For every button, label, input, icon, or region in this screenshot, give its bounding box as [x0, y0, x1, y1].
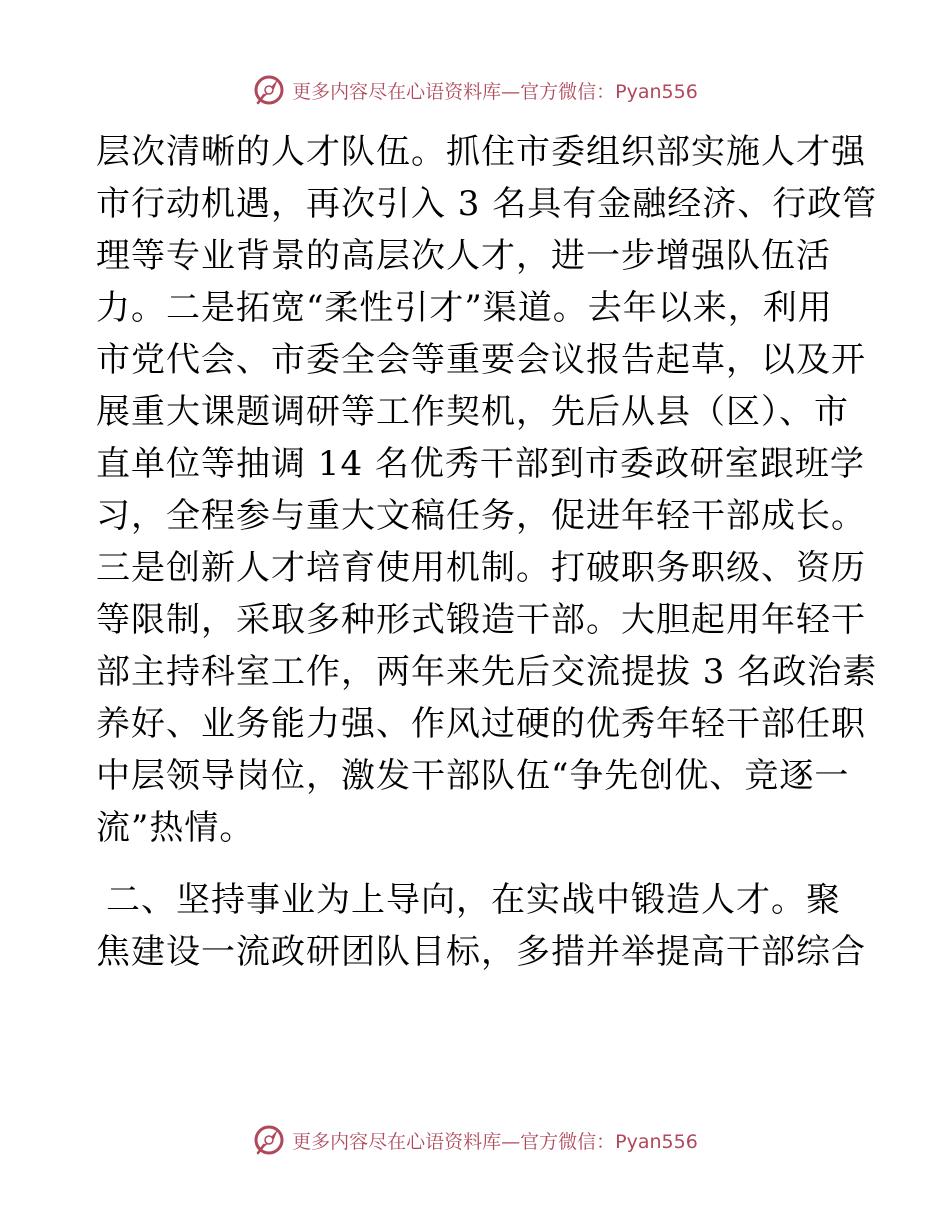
text-line: 中层领导岗位，激发干部队伍“争先创优、竞逐一 [96, 756, 850, 796]
text-line: 等限制，采取多种形式锻造干部。大胆起用年轻干 [96, 600, 866, 640]
text-line: 展重大课题调研等工作契机，先后从县（区）、市 [96, 392, 849, 432]
paragraph [96, 126, 878, 854]
text-line: 理等专业背景的高层次人才，进一步增强队伍活 [96, 236, 831, 276]
text-line: 流”热情。 [96, 808, 255, 848]
text-line: 习，全程参与重大文稿任务，促进年轻干部成长。 [96, 496, 866, 536]
watermark-text [292, 1127, 698, 1154]
paragraph [96, 874, 866, 978]
text-line: 市党代会、市委全会等重要会议报告起草，以及开 [96, 340, 866, 380]
feather-circle-logo-icon [252, 1123, 286, 1157]
text-line: 焦建设一流政研团队目标，多措并举提高干部综合 [96, 932, 866, 972]
footer-watermark [0, 1120, 950, 1160]
document-body [96, 126, 878, 978]
paragraph-gap [96, 854, 856, 874]
text-line: 三是创新人才培育使用机制。打破职务职级、资历 [96, 548, 866, 588]
watermark-title: 更多内容尽在心语资料库— [292, 80, 521, 103]
text-line: 力。二是拓宽“柔性引才”渠道。去年以来，利用 [96, 288, 833, 328]
feather-circle-logo-icon [252, 73, 286, 107]
text-line: 层次清晰的人才队伍。抓住市委组织部实施人才强 [96, 132, 866, 172]
watermark-text [292, 77, 698, 104]
header-watermark [0, 70, 950, 110]
watermark-title: 更多内容尽在心语资料库— [292, 1130, 521, 1153]
text-line: 市行动机遇，再次引入 3 名具有金融经济、行政管 [96, 184, 878, 224]
text-line: 养好、业务能力强、作风过硬的优秀年轻干部任职 [96, 704, 866, 744]
watermark-wechat: 官方微信：Pyan556 [520, 80, 698, 103]
text-line: 二、坚持事业为上导向，在实战中锻造人才。聚 [106, 880, 841, 920]
text-line: 部主持科室工作，两年来先后交流提拔 3 名政治素 [96, 652, 878, 692]
watermark-wechat: 官方微信：Pyan556 [520, 1130, 698, 1153]
text-line: 直单位等抽调 14 名优秀干部到市委政研室跟班学 [96, 444, 865, 484]
